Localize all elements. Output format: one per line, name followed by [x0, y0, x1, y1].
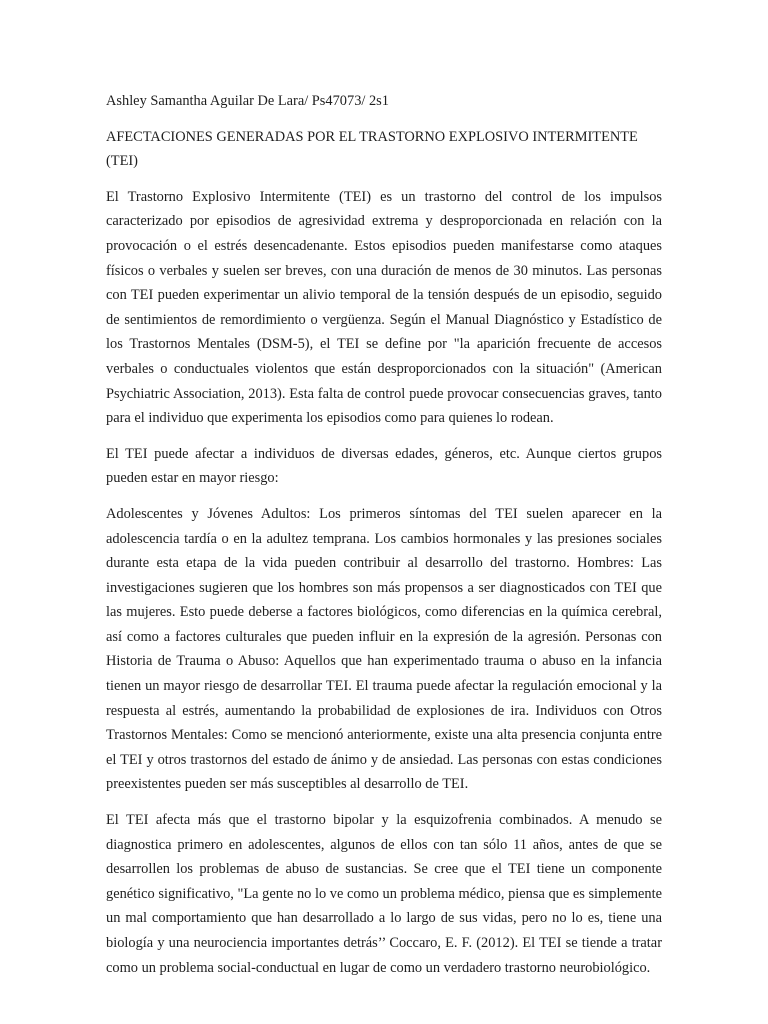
author-line: Ashley Samantha Aguilar De Lara/ Ps47073/ 2s1 [106, 93, 389, 109]
paragraph-prevalence: El TEI afecta más que el trastorno bipolar y la esquizofrenia combinados. A menudo se diagnostica primero en adolescentes, algunos de ellos con tan sólo 11 años, antes de que se desarrollen los problemas de abuso de sustancias. Se cree que el TEI tiene un componente genético significativo, "La gente no lo ve como un problema médico, piensa que es simplemente un mal comportamiento que han desarrollado a lo largo de sus vidas, pero no lo es, tiene una biología y una neurociencia importantes detrás’’ Coccaro, E. F. (2012). El TEI se tiende a tratar como un problema social-conductual en lugar de como un verdadero trastorno neurobiológico. [106, 812, 662, 976]
paragraph-risk-groups: Adolescentes y Jóvenes Adultos: Los primeros síntomas del TEI suelen aparecer en la adolescencia tardía o en la adultez temprana. Los cambios hormonales y las presiones sociales durante esta etapa de la vida pueden contribuir al desarrollo del trastorno. Hombres: Las investigaciones sugieren que los hombres son más propensos a ser diagnosticados con TEI que las mujeres. Esto puede deberse a factores biológicos, como diferencias en la química cerebral, así como a factores culturales que pueden influir en la expresión de la agresión. Personas con Historia de Trauma o Abuso: Aquellos que han experimentado trauma o abuso en la infancia tienen un mayor riesgo de desarrollar TEI. El trauma puede afectar la regulación emocional y la respuesta al estrés, aumentando la probabilidad de explosiones de ira. Individuos con Otros Trastornos Mentales: Como se mencionó anteriormente, existe una alta presencia conjunta entre el TEI y otros trastornos del estado de ánimo y de ansiedad. Las personas con estas condiciones preexistentes pueden ser más susceptibles al desarrollo de TEI. [106, 505, 662, 793]
paragraph-definition: El Trastorno Explosivo Intermitente (TEI) es un trastorno del control de los impulsos caracterizado por episodios de agresividad extrema y desproporcionada en relación con la provocación o el estrés desencadenante. Estos episodios pueden manifestarse como ataques físicos o verbales y suelen ser breves, con una duración de menos de 30 minutos. Las personas con TEI pueden experimentar un alivio temporal de la tensión después de un episodio, seguido de sentimientos de remordimiento o vergüenza. Según el Manual Diagnóstico y Estadístico de los Trastornos Mentales (DSM-5), el TEI se define por "la aparición frecuente de accesos verbales o conductuales violentos que están desproporcionados con la situación" (American Psychiatric Association, 2013). Esta falta de control puede provocar consecuencias graves, tanto para el individuo que experimenta los episodios como para quienes lo rodean. [106, 188, 662, 427]
paragraph-risk-intro: El TEI puede afectar a individuos de diversas edades, géneros, etc. Aunque ciertos grupos pueden estar en mayor riesgo: [106, 445, 662, 487]
document-title: AFECTACIONES GENERADAS POR EL TRASTORNO EXPLOSIVO INTERMITENTE (TEI) [106, 128, 638, 170]
